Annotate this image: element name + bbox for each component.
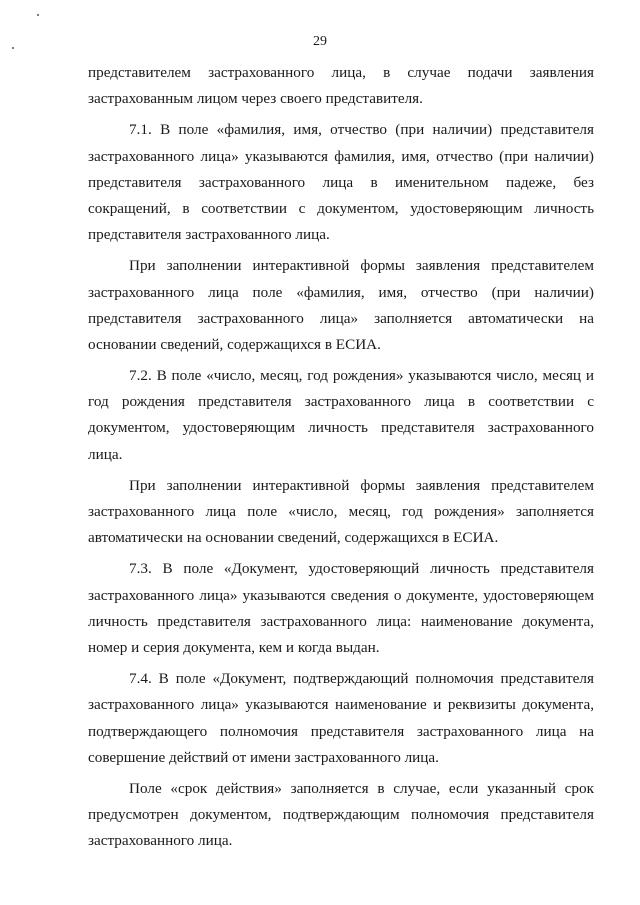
text-line: документом, удостоверяющим личность представителя застрахованного	[88, 419, 594, 437]
text-line: личность представителя застрахованного лица: наименование документа,	[88, 612, 594, 630]
text-line: застрахованного лица поле «фамилия, имя, отчество (при наличии)	[88, 283, 594, 301]
text-line: 7.2. В поле «число, месяц, год рождения» указываются число, месяц и	[129, 367, 594, 385]
text-line: представителя застрахованного лица в именительном падеже, без	[88, 173, 594, 191]
text-line: застрахованного лица.	[88, 832, 233, 850]
text-line: основании сведений, содержащихся в ЕСИА.	[88, 335, 381, 353]
document-body	[88, 60, 594, 854]
paragraph-section-7-4	[88, 666, 594, 771]
paragraph-section-7-2	[88, 363, 594, 468]
text-line: застрахованного лица» указываются фамилия, имя, отчество (при наличии)	[88, 147, 594, 165]
text-line: застрахованного лица» указываются сведения о документе, удостоверяющем	[88, 586, 594, 604]
text-line: 7.3. В поле «Документ, удостоверяющий личность представителя	[129, 560, 594, 578]
scan-speck	[37, 14, 39, 16]
paragraph-section-7-2-esia	[88, 473, 594, 552]
text-line: представителя застрахованного лица» заполняется автоматически на	[88, 309, 594, 327]
text-line: совершение действий от имени застрахованного лица.	[88, 748, 439, 766]
page-number: 29	[313, 34, 327, 49]
text-line: представителем застрахованного лица, в случае подачи заявления	[88, 64, 594, 81]
text-line: лица.	[88, 445, 123, 463]
paragraph-section-7-4-validity	[88, 776, 594, 855]
paragraph-section-7-1	[88, 117, 594, 248]
text-line: Поле «срок действия» заполняется в случае, если указанный срок	[129, 779, 594, 797]
text-line: подтверждающего полномочия представителя застрахованного лица на	[88, 722, 594, 740]
text-line: представителя застрахованного лица.	[88, 226, 330, 244]
text-line: автоматически на основании сведений, содержащихся в ЕСИА.	[88, 529, 499, 547]
paragraph-section-7-1-esia	[88, 253, 594, 358]
text-line: предусмотрен документом, подтверждающим полномочия представителя	[88, 806, 594, 824]
text-line: год рождения представителя застрахованного лица в соответствии с	[88, 393, 594, 411]
text-line: 7.4. В поле «Документ, подтверждающий полномочия представителя	[129, 670, 594, 688]
text-line: застрахованного лица поле «число, месяц, год рождения» заполняется	[88, 503, 594, 520]
paragraph-intro-continuation	[88, 60, 594, 112]
text-line: 7.1. В поле «фамилия, имя, отчество (при наличии) представителя	[129, 121, 594, 139]
text-line: застрахованным лицом через своего представителя.	[88, 90, 423, 108]
text-line: При заполнении интерактивной формы заявления представителем	[129, 476, 594, 494]
text-line: номер и серия документа, кем и когда выдан.	[88, 638, 380, 656]
paragraph-section-7-3	[88, 556, 594, 661]
text-line: сокращений, в соответствии с документом, удостоверяющим личность	[88, 199, 594, 217]
text-line: застрахованного лица» указываются наименование и реквизиты документа,	[88, 696, 594, 714]
text-line: При заполнении интерактивной формы заявления представителем	[129, 257, 594, 275]
